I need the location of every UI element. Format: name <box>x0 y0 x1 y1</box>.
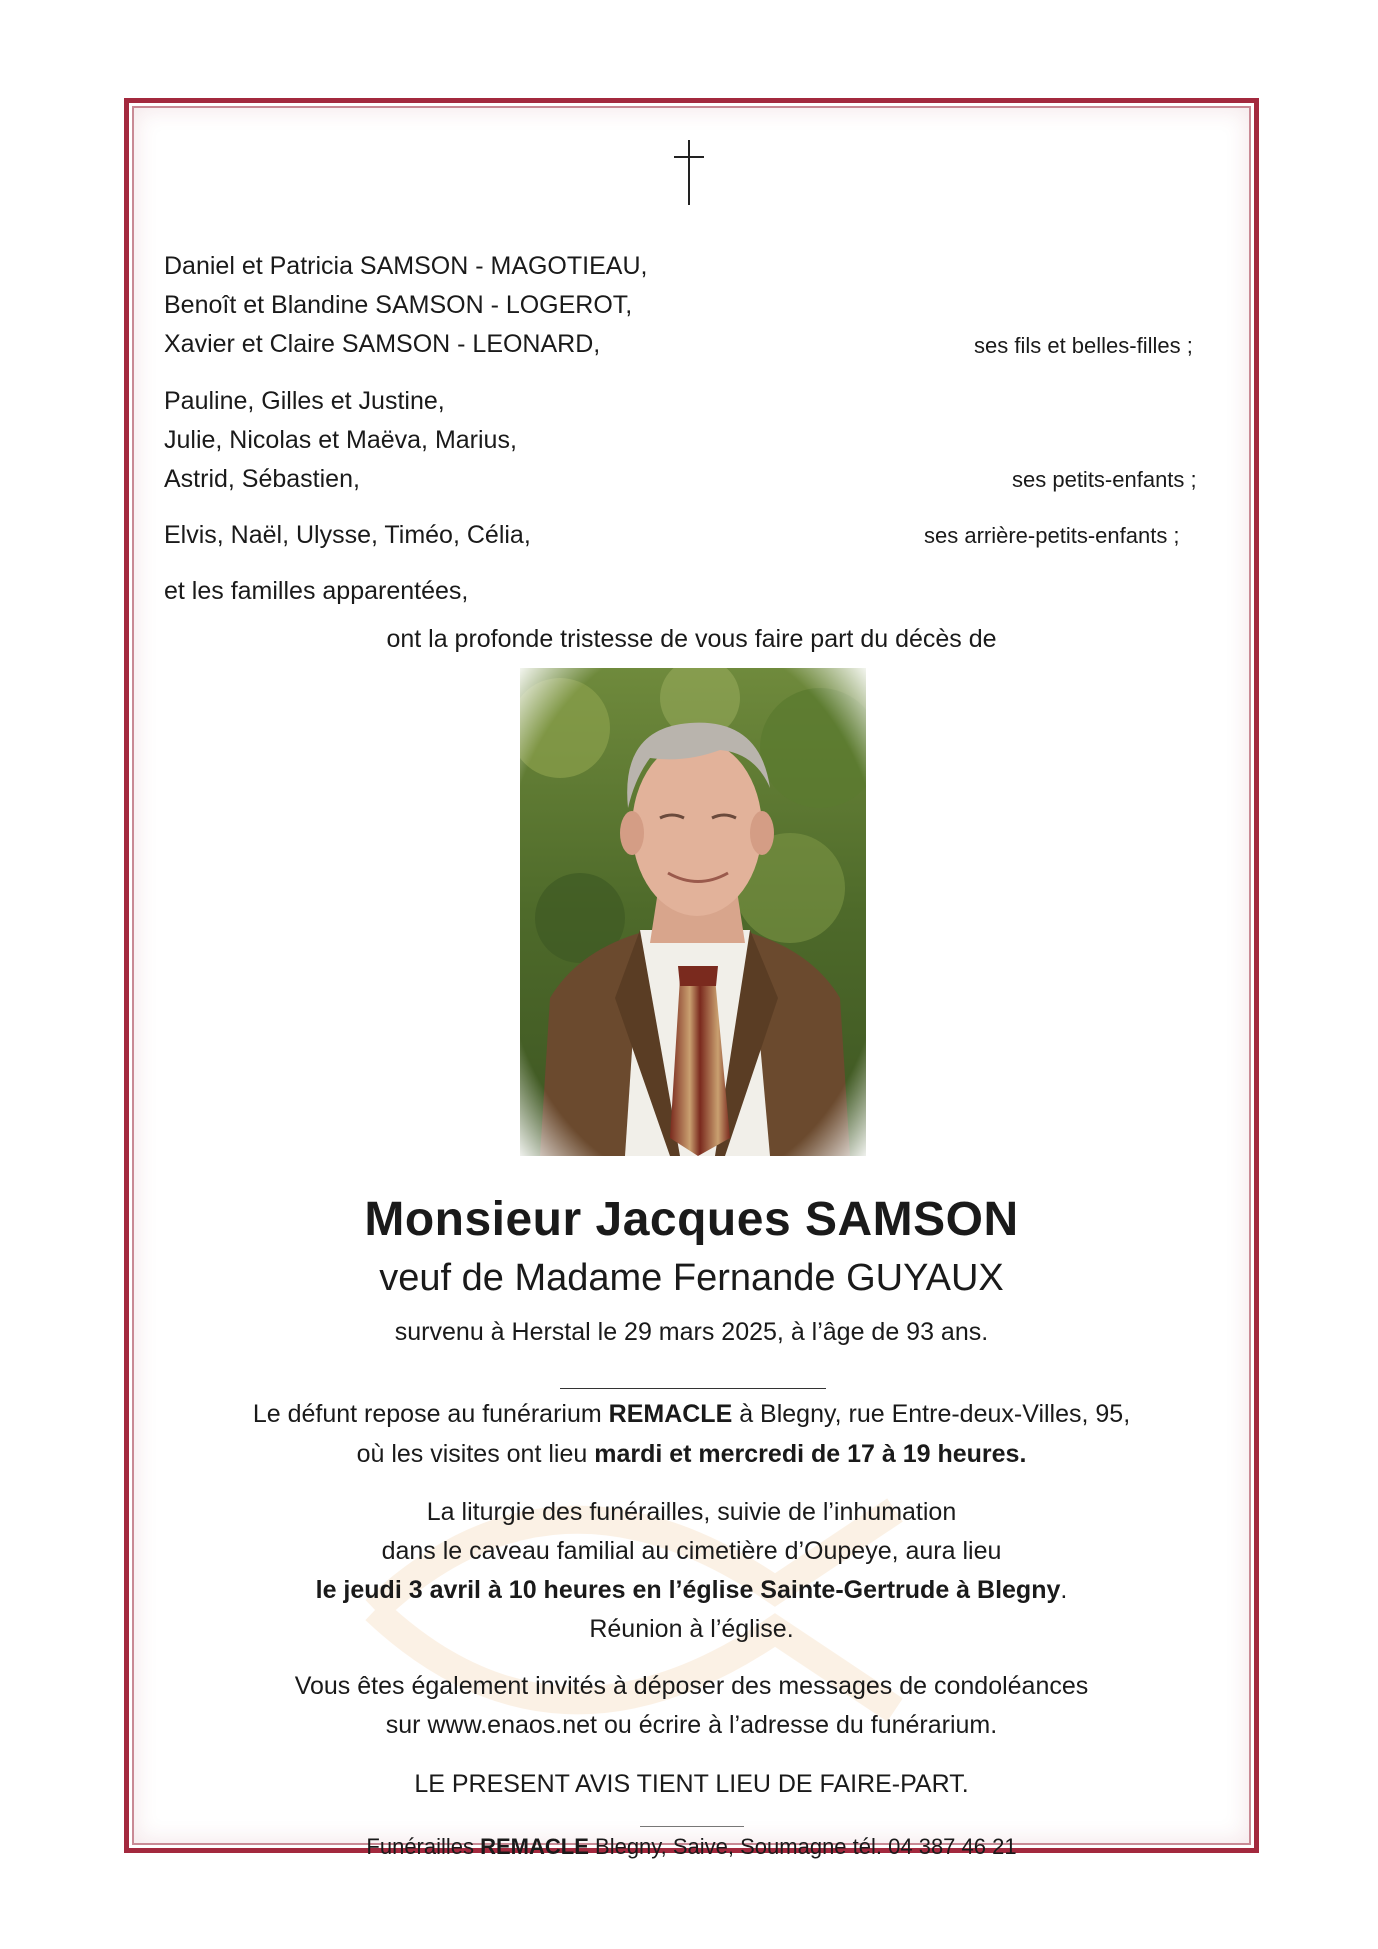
funeral-date-end: . <box>1060 1576 1068 1604</box>
family-line: Astrid, Sébastien, <box>164 465 360 493</box>
funeral-date: le jeudi 3 avril à 10 heures en l’église Sainte-Gertrude à Blegny <box>315 1576 1061 1604</box>
footer-text: Funérailles <box>366 1834 481 1859</box>
footer-funeral-home: REMACLE <box>480 1834 589 1859</box>
sons-relation: ses fils et belles-filles ; <box>974 333 1193 358</box>
family-line: Julie, Nicolas et Maëva, Marius, <box>164 426 517 454</box>
condolences-line-1: Vous êtes également invités à déposer des messages de condoléances <box>294 1672 1089 1700</box>
condolences-line-2: sur www.enaos.net ou écrire à l’adresse du funérarium. <box>385 1711 998 1739</box>
grandchildren-relation: ses petits-enfants ; <box>1012 467 1197 492</box>
funeral-line-2: dans le caveau familial au cimetière d’Oupeye, aura lieu <box>381 1537 1002 1565</box>
footer <box>124 1834 1259 1860</box>
cross-icon <box>674 140 704 205</box>
footer-separator <box>640 1826 744 1827</box>
widow-line: veuf de Madame Fernande GUYAUX <box>379 1257 1004 1299</box>
repose-line-2 <box>124 1440 1259 1469</box>
repose-line-1 <box>124 1400 1259 1429</box>
family-line: Elvis, Naël, Ulysse, Timéo, Célia, <box>164 521 531 549</box>
notice-line: LE PRESENT AVIS TIENT LIEU DE FAIRE-PART. <box>414 1770 969 1798</box>
deceased-name: Monsieur Jacques SAMSON <box>364 1193 1019 1246</box>
family-line: Benoît et Blandine SAMSON - LOGEROT, <box>164 291 633 319</box>
portrait-photo <box>520 668 866 1156</box>
separator <box>560 1388 826 1389</box>
repose-address: à Blegny, rue Entre-deux-Villes, 95, <box>732 1400 1131 1428</box>
relatives <box>164 572 1224 611</box>
repose-text: Le défunt repose au funérarium <box>252 1400 609 1428</box>
visits-text: où les visites ont lieu <box>356 1440 595 1468</box>
funeral-line-1: La liturgie des funérailles, suivie de l’inhumation <box>426 1498 957 1526</box>
family-line: Daniel et Patricia SAMSON - MAGOTIEAU, <box>164 252 648 280</box>
visits-times: mardi et mercredi de 17 à 19 heures. <box>594 1440 1027 1468</box>
family-line: Pauline, Gilles et Justine, <box>164 387 445 415</box>
family-line: et les familles apparentées, <box>164 577 469 605</box>
footer-contact: Blegny, Saive, Soumagne tél. 04 387 46 21 <box>588 1834 1017 1859</box>
great-grandchildren-relation: ses arrière-petits-enfants ; <box>924 523 1180 548</box>
intro-text: ont la profonde tristesse de vous faire part du décès de <box>386 625 997 653</box>
family-line: Xavier et Claire SAMSON - LEONARD, <box>164 330 601 358</box>
funeral-line-4: Réunion à l’église. <box>589 1615 794 1643</box>
funeral-home-name: REMACLE <box>608 1400 733 1428</box>
death-line: survenu à Herstal le 29 mars 2025, à l’âge de 93 ans. <box>394 1318 989 1346</box>
funeral-line-3 <box>124 1576 1259 1605</box>
